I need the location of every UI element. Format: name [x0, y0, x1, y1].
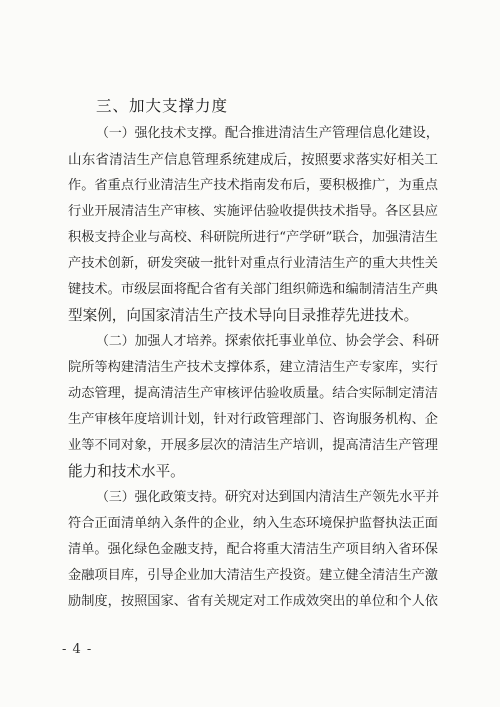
section-heading: 三、加大支撑力度: [96, 97, 229, 115]
paragraph-1-line-4: 行业开展清洁生产审核、实施评估验收提供技术指导。各区县应: [68, 204, 438, 219]
paragraph-1-line-1: [96, 124, 438, 144]
paragraph-2-line-6: 能力和技术水平。: [68, 463, 185, 480]
paragraph-2-text: 探索依托事业单位、协会学会、科研: [224, 334, 440, 349]
paragraph-1-line-2: 山东省清洁生产信息管理系统建成后，按照要求落实好相关工: [68, 152, 438, 168]
paragraph-3-line-4: 金融项目库，引导企业加大清洁生产投资。建立健全清洁生产激: [68, 568, 438, 583]
paragraph-1-line-5: 积极支持企业与高校、科研院所进行“产学研”联合，加强清洁生: [68, 230, 438, 245]
paragraph-1-text: 配合推进清洁生产管理信息化建设，: [224, 126, 440, 141]
paragraph-2-line-5: 业等不同对象，开展多层次的清洁生产培训，提高清洁生产管理: [68, 438, 438, 453]
paragraph-3-title: （三）强化政策支持。: [96, 490, 225, 505]
paragraph-2-title: （二）加强人才培养。: [96, 334, 225, 349]
paragraph-2-line-3: 动态管理，提高清洁生产审核评估验收质量。结合实际制定清洁: [68, 386, 438, 401]
page-number: - 4 -: [62, 642, 93, 657]
paragraph-2-line-1: [96, 332, 438, 352]
paragraph-2-line-2: 院所等构建清洁生产技术支撑体系，建立清洁生产专家库，实行: [68, 360, 438, 375]
paragraph-1-title: （一）强化技术支撑。: [96, 126, 225, 141]
paragraph-3-line-3: 清单。强化绿色金融支持，配合将重大清洁生产项目纳入省环保: [68, 542, 438, 557]
paragraph-1-line-6: 产技术创新，研发突破一批针对重点行业清洁生产的重大共性关: [68, 256, 438, 271]
paragraph-3-line-5: 励制度，按照国家、省有关规定对工作成效突出的单位和个人依: [68, 594, 438, 609]
paragraph-2-line-4: 生产审核年度培训计划，针对行政管理部门、咨询服务机构、企: [68, 412, 438, 427]
paragraph-3-text: 研究对达到国内清洁生产领先水平并: [224, 490, 440, 505]
paragraph-1-line-3: 作。省重点行业清洁生产技术指南发布后，要积极推广，为重点: [68, 178, 438, 193]
paragraph-1-line-7: 键技术。市级层面将配合省有关部门组织筛选和编制清洁生产典: [68, 282, 438, 297]
paragraph-3-line-1: [96, 488, 438, 508]
paragraph-3-line-2: 符合正面清单纳入条件的企业，纳入生态环境保护监督执法正面: [68, 516, 438, 531]
paragraph-1-line-8: 型案例，向国家清洁生产技术导向目录推荐先进技术。: [68, 307, 419, 324]
